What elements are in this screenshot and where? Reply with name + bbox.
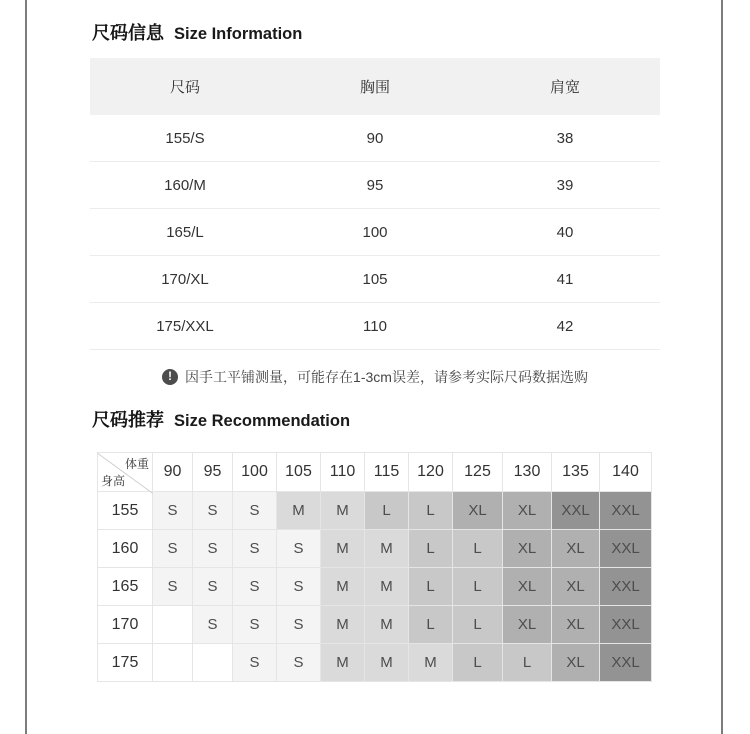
info-column-header: 肩宽 xyxy=(470,58,660,115)
recommended-size-cell: S xyxy=(233,530,277,568)
weight-header-row xyxy=(98,453,652,492)
info-column-header: 尺码 xyxy=(90,58,280,115)
recommended-size-cell: S xyxy=(233,606,277,644)
size-info-row xyxy=(90,115,660,162)
weight-column-header: 140 xyxy=(600,453,652,492)
empty-size-cell xyxy=(193,644,233,682)
empty-size-cell xyxy=(153,606,193,644)
size-info-row xyxy=(90,303,660,350)
size-info-header-row xyxy=(90,58,660,115)
size-info-heading-cn: 尺码信息 xyxy=(92,23,164,43)
recommended-size-cell: L xyxy=(409,568,453,606)
recommended-size-cell: S xyxy=(153,568,193,606)
recommended-size-cell: XL xyxy=(552,644,600,682)
chest-cell: 100 xyxy=(280,209,470,256)
recommended-size-cell: M xyxy=(365,644,409,682)
shoulder-cell: 41 xyxy=(470,256,660,303)
info-column-header: 胸围 xyxy=(280,58,470,115)
recommended-size-cell: L xyxy=(409,530,453,568)
recommended-size-cell: M xyxy=(321,568,365,606)
recommended-size-cell: S xyxy=(193,568,233,606)
recommended-size-cell: M xyxy=(365,568,409,606)
weight-column-header: 125 xyxy=(453,453,503,492)
size-info-table xyxy=(90,58,660,350)
height-row-header: 170 xyxy=(98,606,153,644)
recommended-size-cell: M xyxy=(321,606,365,644)
size-info-heading-en: Size Information xyxy=(174,25,303,43)
recommendation-row xyxy=(98,644,652,682)
size-info-row xyxy=(90,256,660,303)
recommendation-row xyxy=(98,606,652,644)
recommendation-row xyxy=(98,530,652,568)
recommended-size-cell: XL xyxy=(503,492,552,530)
weight-column-header: 130 xyxy=(503,453,552,492)
recommended-size-cell: L xyxy=(503,644,552,682)
size-cell: 155/S xyxy=(90,115,280,162)
height-row-header: 175 xyxy=(98,644,153,682)
shoulder-cell: 39 xyxy=(470,162,660,209)
recommended-size-cell: XXL xyxy=(600,530,652,568)
chest-cell: 95 xyxy=(280,162,470,209)
recommended-size-cell: XXL xyxy=(600,492,652,530)
measurement-note-text: 因手工平铺测量，可能存在1-3cm误差，请参考实际尺码数据选购 xyxy=(185,369,588,385)
recommended-size-cell: M xyxy=(365,530,409,568)
size-recommendation-heading-en: Size Recommendation xyxy=(174,412,351,430)
weight-column-header: 90 xyxy=(153,453,193,492)
shoulder-cell: 42 xyxy=(470,303,660,350)
exclamation-circle-icon: ! xyxy=(162,369,178,385)
recommended-size-cell: L xyxy=(453,644,503,682)
recommended-size-cell: XL xyxy=(552,606,600,644)
recommended-size-cell: S xyxy=(277,568,321,606)
recommended-size-cell: S xyxy=(193,530,233,568)
measurement-note xyxy=(90,367,660,387)
empty-size-cell xyxy=(153,644,193,682)
recommended-size-cell: XL xyxy=(503,530,552,568)
recommended-size-cell: S xyxy=(153,492,193,530)
recommended-size-cell: S xyxy=(193,606,233,644)
recommended-size-cell: S xyxy=(233,568,277,606)
weight-column-header: 100 xyxy=(233,453,277,492)
recommended-size-cell: XL xyxy=(453,492,503,530)
recommended-size-cell: M xyxy=(321,644,365,682)
recommended-size-cell: S xyxy=(277,606,321,644)
weight-column-header: 105 xyxy=(277,453,321,492)
recommended-size-cell: XXL xyxy=(600,644,652,682)
recommended-size-cell: L xyxy=(365,492,409,530)
size-info-heading xyxy=(92,19,302,45)
recommended-size-cell: XXL xyxy=(600,568,652,606)
weight-height-corner-cell xyxy=(98,453,153,492)
right-page-rule xyxy=(721,0,723,734)
size-info-row xyxy=(90,209,660,256)
size-info-row xyxy=(90,162,660,209)
left-page-rule xyxy=(25,0,27,734)
size-recommendation-heading xyxy=(92,406,350,432)
corner-height-label: 身高 xyxy=(101,474,126,488)
size-cell: 165/L xyxy=(90,209,280,256)
chest-cell: 110 xyxy=(280,303,470,350)
recommended-size-cell: S xyxy=(193,492,233,530)
recommendation-row xyxy=(98,568,652,606)
recommended-size-cell: S xyxy=(277,644,321,682)
recommended-size-cell: S xyxy=(233,492,277,530)
weight-column-header: 115 xyxy=(365,453,409,492)
size-recommendation-heading-cn: 尺码推荐 xyxy=(92,410,164,430)
height-row-header: 155 xyxy=(98,492,153,530)
recommended-size-cell: S xyxy=(153,530,193,568)
recommended-size-cell: XL xyxy=(503,606,552,644)
recommended-size-cell: L xyxy=(409,606,453,644)
recommended-size-cell: XL xyxy=(503,568,552,606)
recommended-size-cell: L xyxy=(453,568,503,606)
recommended-size-cell: M xyxy=(277,492,321,530)
shoulder-cell: 40 xyxy=(470,209,660,256)
weight-column-header: 110 xyxy=(321,453,365,492)
recommended-size-cell: XXL xyxy=(552,492,600,530)
weight-column-header: 135 xyxy=(552,453,600,492)
recommended-size-cell: M xyxy=(409,644,453,682)
size-cell: 175/XXL xyxy=(90,303,280,350)
recommended-size-cell: M xyxy=(365,606,409,644)
corner-weight-label: 体重 xyxy=(124,457,149,471)
shoulder-cell: 38 xyxy=(470,115,660,162)
recommended-size-cell: S xyxy=(233,644,277,682)
height-row-header: 165 xyxy=(98,568,153,606)
weight-column-header: 95 xyxy=(193,453,233,492)
recommended-size-cell: L xyxy=(453,530,503,568)
recommended-size-cell: L xyxy=(453,606,503,644)
size-recommendation-table xyxy=(97,452,652,682)
recommended-size-cell: M xyxy=(321,492,365,530)
size-cell: 170/XL xyxy=(90,256,280,303)
recommendation-row xyxy=(98,492,652,530)
recommended-size-cell: S xyxy=(277,530,321,568)
recommended-size-cell: XL xyxy=(552,568,600,606)
weight-column-header: 120 xyxy=(409,453,453,492)
chest-cell: 90 xyxy=(280,115,470,162)
chest-cell: 105 xyxy=(280,256,470,303)
size-cell: 160/M xyxy=(90,162,280,209)
recommended-size-cell: M xyxy=(321,530,365,568)
recommended-size-cell: XXL xyxy=(600,606,652,644)
recommended-size-cell: L xyxy=(409,492,453,530)
height-row-header: 160 xyxy=(98,530,153,568)
recommended-size-cell: XL xyxy=(552,530,600,568)
